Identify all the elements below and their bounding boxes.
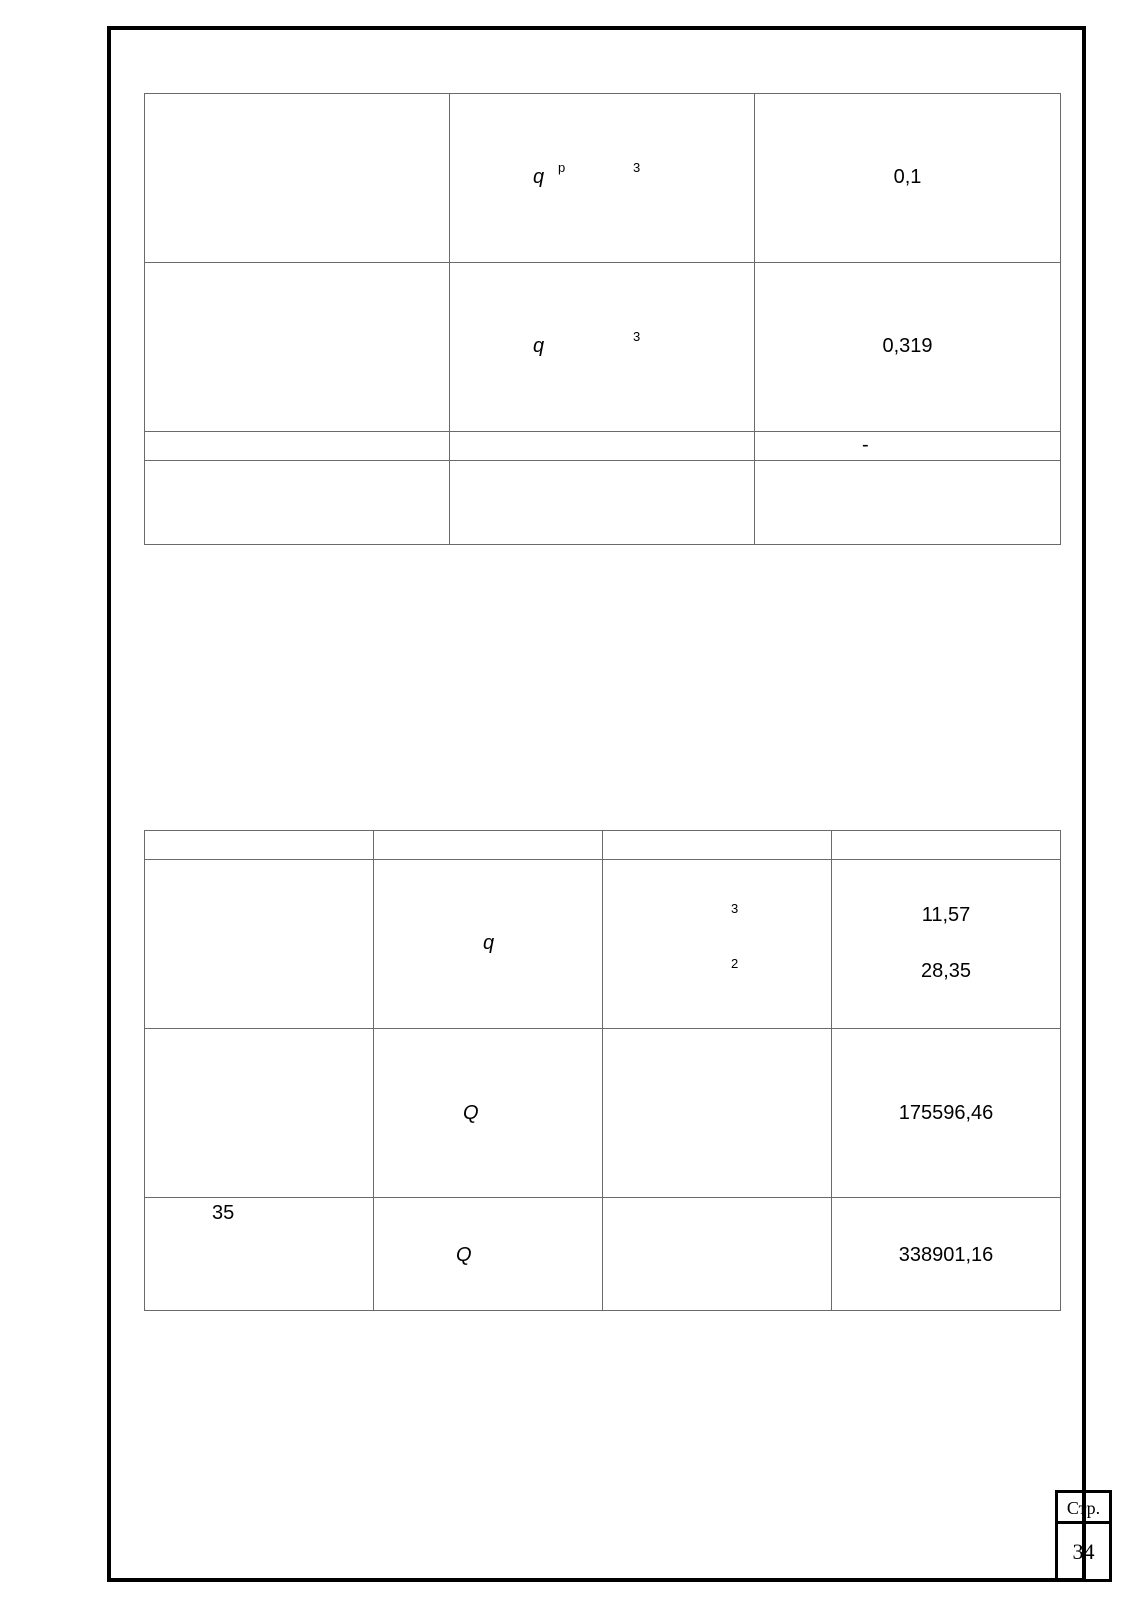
table-cell — [450, 461, 755, 545]
table-cell — [755, 461, 1061, 545]
symbol-Q: Q — [463, 1102, 479, 1124]
table-header-row — [145, 831, 1061, 860]
header-cell — [374, 831, 603, 860]
table-cell — [145, 461, 450, 545]
symbol-cell — [450, 94, 755, 263]
superscript-2: 2 — [731, 956, 739, 971]
symbol-cell — [450, 263, 755, 432]
superscript-p: р — [558, 160, 566, 175]
value-cell: 0,319 — [755, 263, 1061, 432]
value-cell: - — [755, 432, 1061, 461]
table-row — [145, 1029, 1061, 1198]
table-row — [145, 94, 1061, 263]
table-cell — [145, 432, 450, 461]
table-cell — [145, 263, 450, 432]
page-label: Стр. — [1055, 1490, 1112, 1524]
symbol-q: q — [483, 932, 495, 954]
table-row — [145, 1198, 1061, 1311]
header-cell — [832, 831, 1061, 860]
symbol-cell — [374, 860, 603, 1029]
superscript-3: 3 — [633, 329, 641, 344]
superscript-3: 3 — [731, 901, 739, 916]
table-cell — [450, 432, 755, 461]
value-cell: 11,57 28,35 — [832, 860, 1061, 1029]
table-row — [145, 432, 1061, 461]
unit-cell — [603, 860, 832, 1029]
value-cell: 0,1 — [755, 94, 1061, 263]
table-cell: 35 — [145, 1198, 374, 1311]
symbol-Q: Q — [456, 1244, 472, 1266]
value-cell: 338901,16 — [832, 1198, 1061, 1311]
table-cell — [145, 94, 450, 263]
parameters-table-2 — [144, 830, 1061, 1311]
symbol-cell — [374, 1198, 603, 1311]
header-cell — [145, 831, 374, 860]
table-row — [145, 461, 1061, 545]
header-cell — [603, 831, 832, 860]
table-cell — [603, 1198, 832, 1311]
value-cell: 175596,46 — [832, 1029, 1061, 1198]
parameters-table-1 — [144, 93, 1061, 545]
symbol-cell — [374, 1029, 603, 1198]
table-cell — [145, 860, 374, 1029]
superscript-3: 3 — [633, 160, 641, 175]
symbol-q: q — [533, 335, 545, 357]
table-row — [145, 860, 1061, 1029]
table-cell — [603, 1029, 832, 1198]
symbol-q: q — [533, 166, 545, 188]
table-row — [145, 263, 1061, 432]
page-number: 34 — [1055, 1521, 1112, 1582]
table-cell — [145, 1029, 374, 1198]
